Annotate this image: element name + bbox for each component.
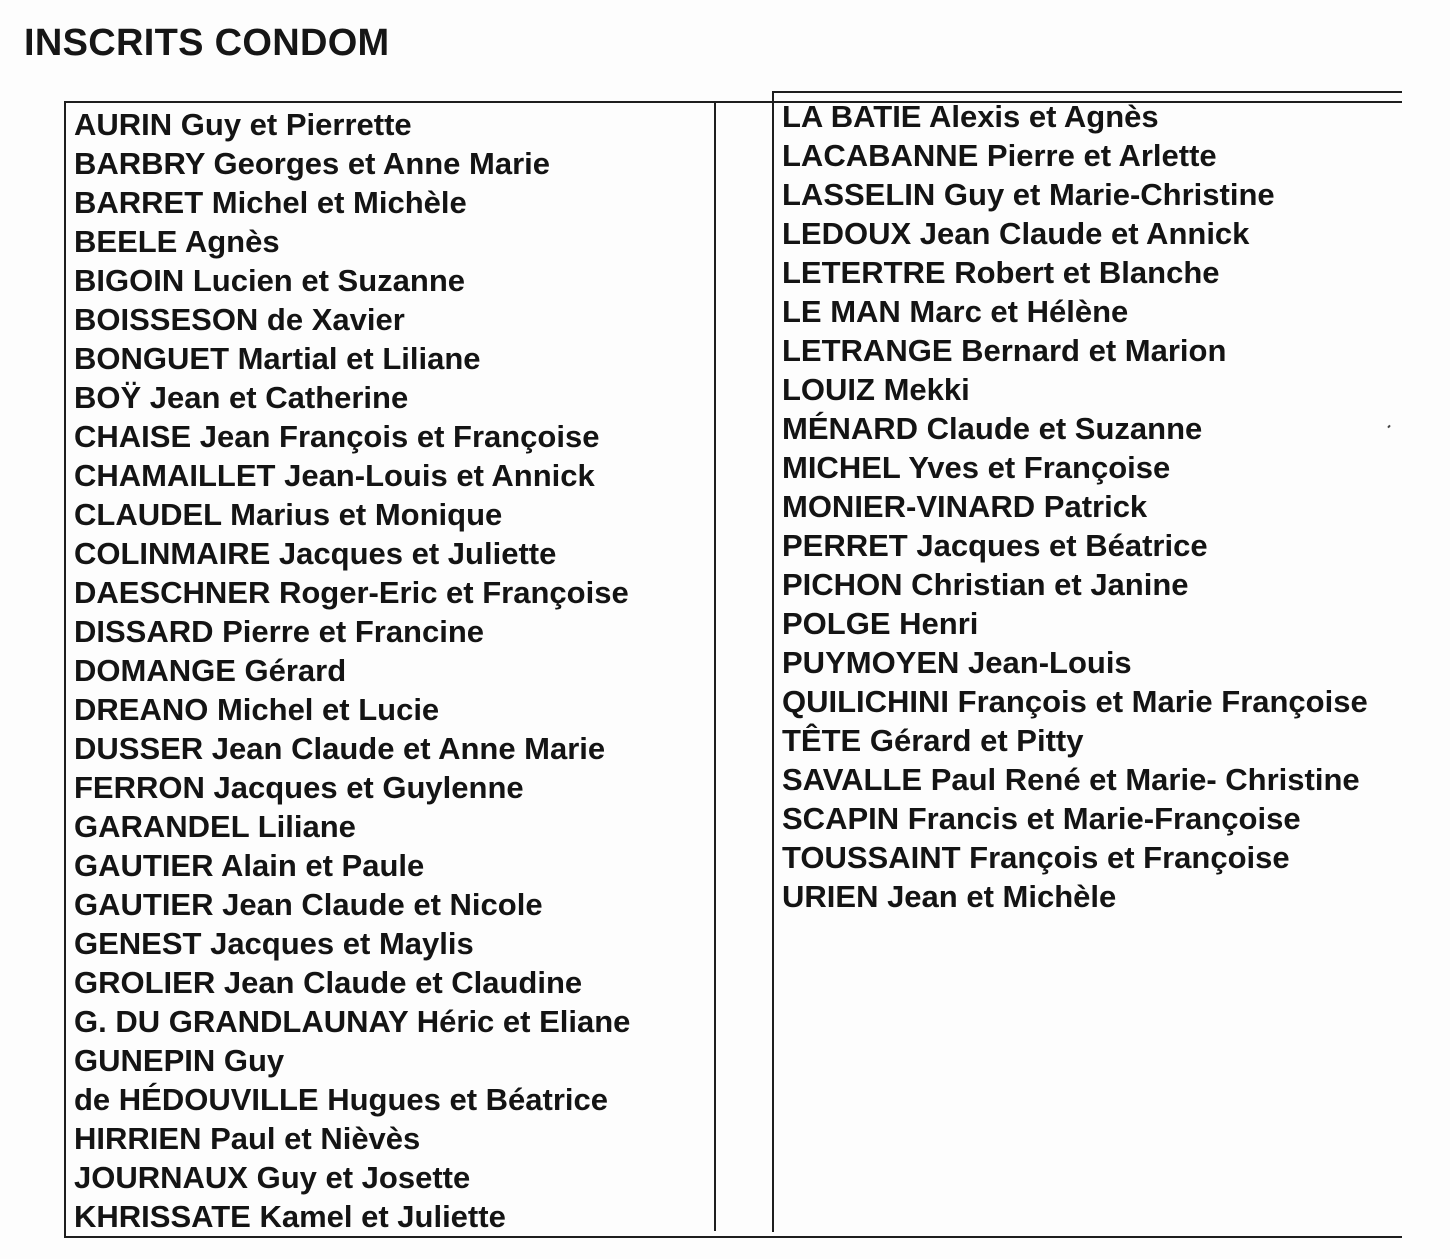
- list-item: URIEN Jean et Michèle: [782, 879, 1117, 914]
- list-item: de HÉDOUVILLE Hugues et Béatrice: [74, 1082, 609, 1117]
- list-item: JOURNAUX Guy et Josette: [74, 1160, 471, 1195]
- list-item: LEDOUX Jean Claude et Annick: [782, 216, 1250, 251]
- list-item: BONGUET Martial et Liliane: [74, 341, 481, 376]
- list-item: COLINMAIRE Jacques et Juliette: [74, 536, 557, 571]
- list-item: GAUTIER Jean Claude et Nicole: [74, 887, 543, 922]
- list-item: QUILICHINI François et Marie Françoise: [782, 684, 1368, 719]
- list-item: CHAISE Jean François et Françoise: [74, 419, 600, 454]
- list-item: BARRET Michel et Michèle: [74, 185, 467, 220]
- table-top-border-right: [772, 91, 1402, 93]
- list-item: AURIN Guy et Pierrette: [74, 107, 412, 142]
- list-item: DREANO Michel et Lucie: [74, 692, 440, 727]
- list-item: GAUTIER Alain et Paule: [74, 848, 425, 883]
- list-item: BARBRY Georges et Anne Marie: [74, 146, 551, 181]
- list-item: FERRON Jacques et Guylenne: [74, 770, 524, 805]
- list-item: SAVALLE Paul René et Marie- Christine: [782, 762, 1360, 797]
- list-item: TOUSSAINT François et Françoise: [782, 840, 1290, 875]
- list-item: POLGE Henri: [782, 606, 979, 641]
- list-item: BIGOIN Lucien et Suzanne: [74, 263, 465, 298]
- list-item: LETERTRE Robert et Blanche: [782, 255, 1220, 290]
- list-item: CHAMAILLET Jean-Louis et Annick: [74, 458, 595, 493]
- list-item: G. DU GRANDLAUNAY Héric et Eliane: [74, 1004, 631, 1039]
- list-item: HIRRIEN Paul et Nièvès: [74, 1121, 421, 1156]
- column-divider-right: [772, 91, 774, 1232]
- list-item: MONIER-VINARD Patrick: [782, 489, 1148, 524]
- list-item: PICHON Christian et Janine: [782, 567, 1189, 602]
- list-item: CLAUDEL Marius et Monique: [74, 497, 503, 532]
- list-item: DAESCHNER Roger-Eric et Françoise: [74, 575, 629, 610]
- list-item: GENEST Jacques et Maylis: [74, 926, 474, 961]
- list-item: GUNEPIN Guy: [74, 1043, 285, 1078]
- list-item: GROLIER Jean Claude et Claudine: [74, 965, 583, 1000]
- list-item: BEELE Agnès: [74, 224, 280, 259]
- list-item: PUYMOYEN Jean-Louis: [782, 645, 1132, 680]
- list-item: MÉNARD Claude et Suzanne: [782, 411, 1203, 446]
- list-item: BOŸ Jean et Catherine: [74, 380, 409, 415]
- left-name-list: [74, 105, 710, 1236]
- page-title: INSCRITS CONDOM: [24, 22, 390, 64]
- list-item: LOUIZ Mekki: [782, 372, 970, 407]
- list-item: LACABANNE Pierre et Arlette: [782, 138, 1217, 173]
- list-item: SCAPIN Francis et Marie-Françoise: [782, 801, 1301, 836]
- column-divider-left: [714, 101, 716, 1231]
- list-item: MICHEL Yves et Françoise: [782, 450, 1171, 485]
- list-item: PERRET Jacques et Béatrice: [782, 528, 1208, 563]
- list-item: DISSARD Pierre et Francine: [74, 614, 485, 649]
- list-item: GARANDEL Liliane: [74, 809, 356, 844]
- list-item: BOISSESON de Xavier: [74, 302, 405, 337]
- list-item: LETRANGE Bernard et Marion: [782, 333, 1227, 368]
- list-item: LASSELIN Guy et Marie-Christine: [782, 177, 1275, 212]
- list-item: KHRISSATE Kamel et Juliette: [74, 1199, 506, 1234]
- list-item: LE MAN Marc et Hélène: [782, 294, 1129, 329]
- list-item: DUSSER Jean Claude et Anne Marie: [74, 731, 606, 766]
- list-item: TÊTE Gérard et Pitty: [782, 723, 1084, 758]
- right-name-list: [782, 97, 1402, 916]
- list-item: LA BATIE Alexis et Agnès: [782, 99, 1159, 134]
- list-item: DOMANGE Gérard: [74, 653, 347, 688]
